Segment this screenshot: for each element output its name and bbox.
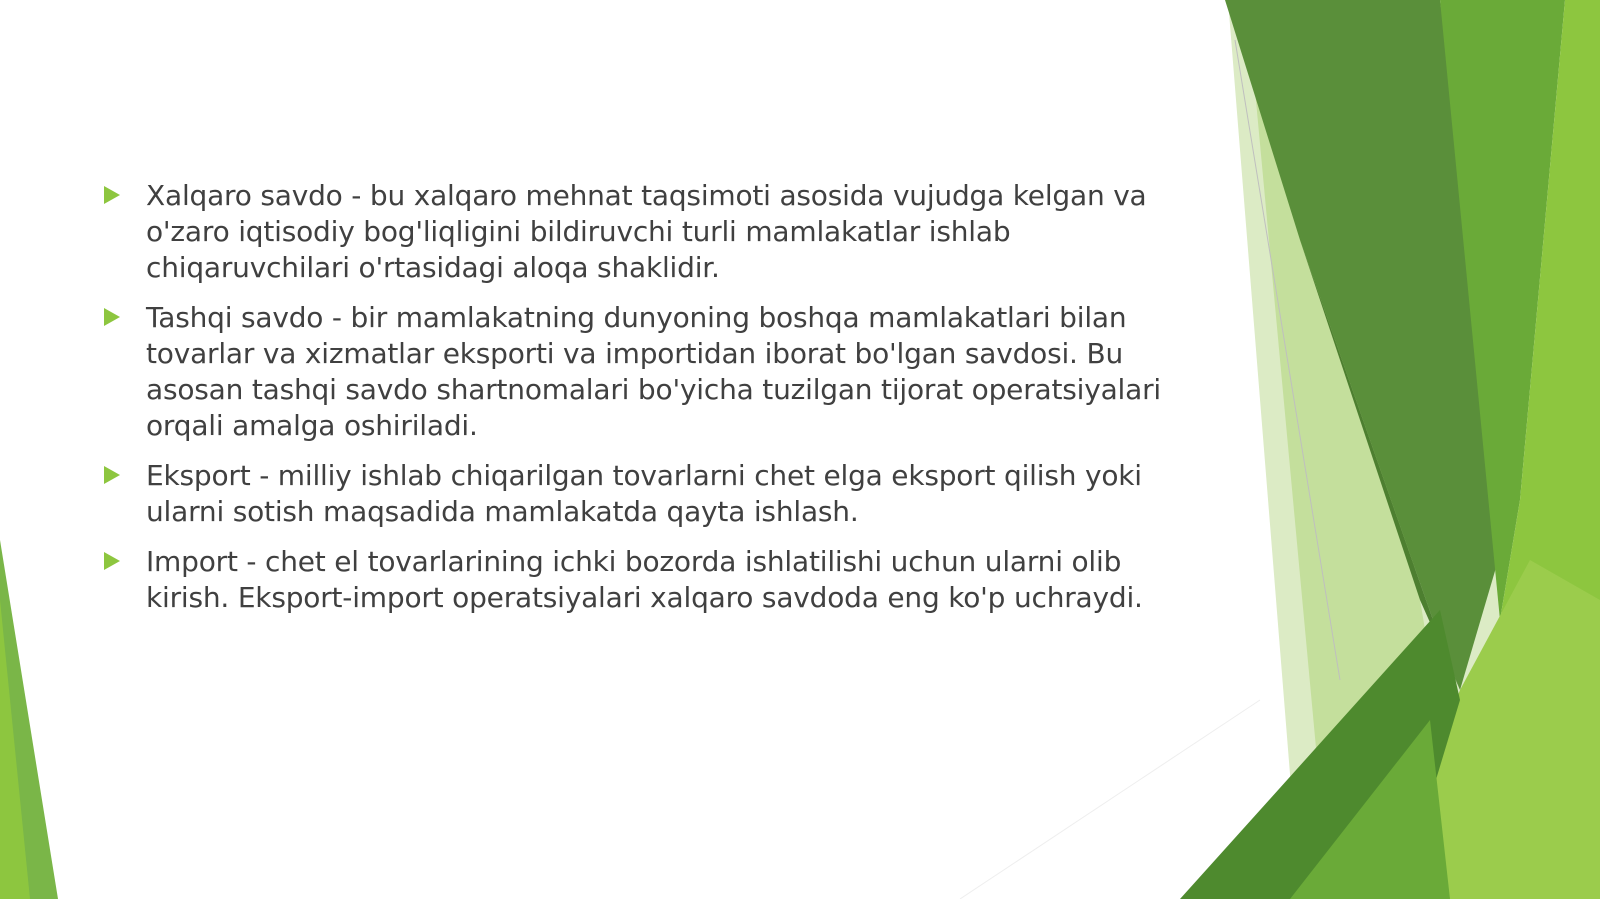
triangle-bullet-icon [104, 308, 120, 326]
triangle-bullet-icon [104, 466, 120, 484]
bullet-text: Eksport - milliy ishlab chiqarilgan tovarlarni chet elga eksport qilish yoki ularni sotish maqsadida mamlakatda qayta ishlash. [146, 459, 1142, 528]
bullet-text: Xalqaro savdo - bu xalqaro mehnat taqsimoti asosida vujudga kelgan va o'zaro iqtisodiy bog'liqligini bildiruvchi turli mamlakatlar ishlab chiqaruvchilari o'rtasidagi aloqa shaklidir. [146, 179, 1147, 284]
bullet-text: Import - chet el tovarlarining ichki bozorda ishlatilishi uchun ularni olib kirish. Eksport-import operatsiyalari xalqaro savdoda eng ko'p uchraydi. [146, 545, 1143, 614]
bullet-text: Tashqi savdo - bir mamlakatning dunyoning boshqa mamlakatlari bilan tovarlar va xizmatlar eksporti va importidan iborat bo'lgan savdosi. Bu asosan tashqi savdo shartnomalari bo'yicha tuzilgan tijorat operatsiyalari orqali amalga oshiriladi. [146, 301, 1161, 442]
list-item [100, 300, 1190, 444]
triangle-bullet-icon [104, 186, 120, 204]
triangle-bullet-icon [104, 552, 120, 570]
list-item [100, 544, 1190, 616]
list-item [100, 178, 1190, 286]
list-item [100, 458, 1190, 530]
bullet-list [100, 178, 1190, 630]
